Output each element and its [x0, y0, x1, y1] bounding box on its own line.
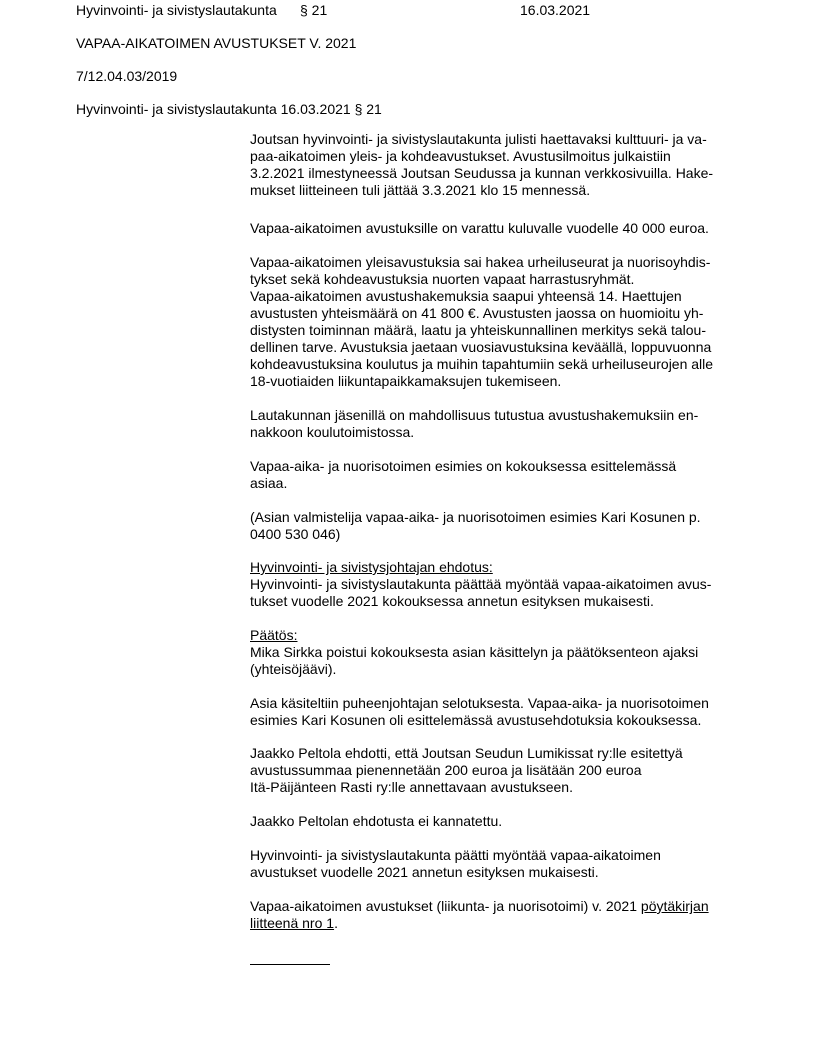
text-line: (Asian valmistelija vapaa-aika- ja nuorisotoimen esimies Kari Kosunen p. [250, 509, 701, 525]
text-line [250, 915, 750, 932]
text-line: Vapaa-aikatoimen avustuksille on varattu kuluvalle vuodelle 40 000 euroa. [250, 220, 709, 236]
text-line: nakkoon koulutoimistossa. [250, 424, 415, 440]
document-title: VAPAA-AIKATOIMEN AVUSTUKSET V. 2021 [76, 35, 357, 51]
case-number: 7/12.04.03/2019 [76, 68, 178, 84]
paragraph-final-decision [250, 847, 750, 881]
signature-line [250, 954, 330, 965]
paragraph-handling [250, 695, 750, 729]
header-date: 16.03.2021 [520, 2, 591, 18]
text-line: mukset liitteineen tuli jättää 3.3.2021 klo 15 mennessä. [250, 182, 591, 198]
paragraph-applications [250, 254, 750, 390]
decision-section [250, 627, 750, 678]
paragraph-preparer [250, 509, 750, 543]
header-board: Hyvinvointi- ja sivistyslautakunta [76, 2, 277, 18]
text-line: tykset sekä kohdeavustuksia nuorten vapaat harrastusryhmät. [250, 271, 635, 287]
text-line: Mika Sirkka poistui kokouksesta asian käsittelyn ja päätöksenteon ajaksi [250, 644, 699, 660]
paragraph-announcement [250, 131, 750, 199]
text-line: kohdeavustuksina koulutus ja muihin tapahtumiin sekä urheiluseurojen alle [250, 356, 714, 372]
text-line: avustusten yhteismäärä on 41 800 €. Avustusten jaossa on huomioitu yh- [250, 305, 704, 321]
text-line: 18-vuotiaiden liikuntapaikkamaksujen tukemiseen. [250, 373, 562, 389]
attachment-link[interactable]: pöytäkirjan [640, 898, 709, 914]
text-line: dellinen tarve. Avustuksia jaetaan vuosiavustuksina keväällä, loppuvuonna [250, 339, 712, 355]
text-line: avustukset vuodelle 2021 annetun esityksen mukaisesti. [250, 864, 599, 880]
text-line: distysten toiminnan määrä, laatu ja yhteiskunnallinen merkitys sekä talou- [250, 322, 707, 338]
text-line: (yhteisöjäävi). [250, 661, 337, 677]
attachment-link[interactable]: liitteenä nro 1 [250, 915, 335, 931]
proposal-heading: Hyvinvointi- ja sivistysjohtajan ehdotus: [250, 559, 493, 575]
text-line: Hyvinvointi- ja sivistyslautakunta päätti myöntää vapaa-aikatoimen [250, 847, 661, 863]
attachment-reference [250, 898, 750, 932]
text-line: tukset vuodelle 2021 kokouksessa annetun esityksen mukaisesti. [250, 593, 654, 609]
text-line: Lautakunnan jäsenillä on mahdollisuus tutustua avustushakemuksiin en- [250, 407, 699, 423]
header-section: § 21 [300, 2, 328, 18]
paragraph-review [250, 407, 750, 441]
paragraph-not-seconded [250, 813, 750, 830]
meeting-line: Hyvinvointi- ja sivistyslautakunta 16.03.2021 § 21 [76, 101, 382, 117]
text-line: 0400 530 046) [250, 526, 341, 542]
text-line: Hyvinvointi- ja sivistyslautakunta päättää myöntää vapaa-aikatoimen avus- [250, 576, 712, 592]
text-line: Asia käsiteltiin puheenjohtajan selotuksesta. Vapaa-aika- ja nuorisotoimen [250, 695, 709, 711]
decision-heading: Päätös: [250, 627, 298, 643]
proposal-section [250, 559, 750, 610]
text-line: asiaa. [250, 475, 288, 491]
attachment-text: Vapaa-aikatoimen avustukset (liikunta- ja nuorisotoimi) v. 2021 [250, 898, 641, 914]
text-line: Jaakko Peltola ehdotti, että Joutsan Seudun Lumikissat ry:lle esitettyä [250, 745, 683, 761]
text-line: esimies Kari Kosunen oli esittelemässä avustusehdotuksia kokouksessa. [250, 712, 702, 728]
text-line: 3.2.2021 ilmestyneessä Joutsan Seudussa ja kunnan verkkosivuilla. Hake- [250, 165, 714, 181]
text-line [250, 898, 750, 915]
text-line: Jaakko Peltolan ehdotusta ei kannatettu. [250, 813, 503, 829]
text-line: Vapaa-aikatoimen yleisavustuksia sai hakea urheiluseurat ja nuorisoyhdis- [250, 254, 711, 270]
text-line: Itä-Päijänteen Rasti ry:lle annettavaan avustukseen. [250, 779, 573, 795]
text-line: Vapaa-aika- ja nuorisotoimen esimies on kokouksessa esittelemässä [250, 458, 677, 474]
attachment-suffix: . [334, 915, 338, 931]
signature-line-block [250, 952, 750, 968]
text-line: Vapaa-aikatoimen avustushakemuksia saapui yhteensä 14. Haettujen [250, 288, 682, 304]
paragraph-budget [250, 220, 750, 237]
text-line: paa-aikatoimen yleis- ja kohdeavustukset. Avustusilmoitus julkaistiin [250, 148, 671, 164]
paragraph-presenter [250, 458, 750, 492]
text-line: avustussummaa pienennetään 200 euroa ja lisätään 200 euroa [250, 762, 642, 778]
text-line: Joutsan hyvinvointi- ja sivistyslautakunta julisti haettavaksi kulttuuri- ja va- [250, 131, 707, 147]
paragraph-counterproposal [250, 745, 750, 796]
